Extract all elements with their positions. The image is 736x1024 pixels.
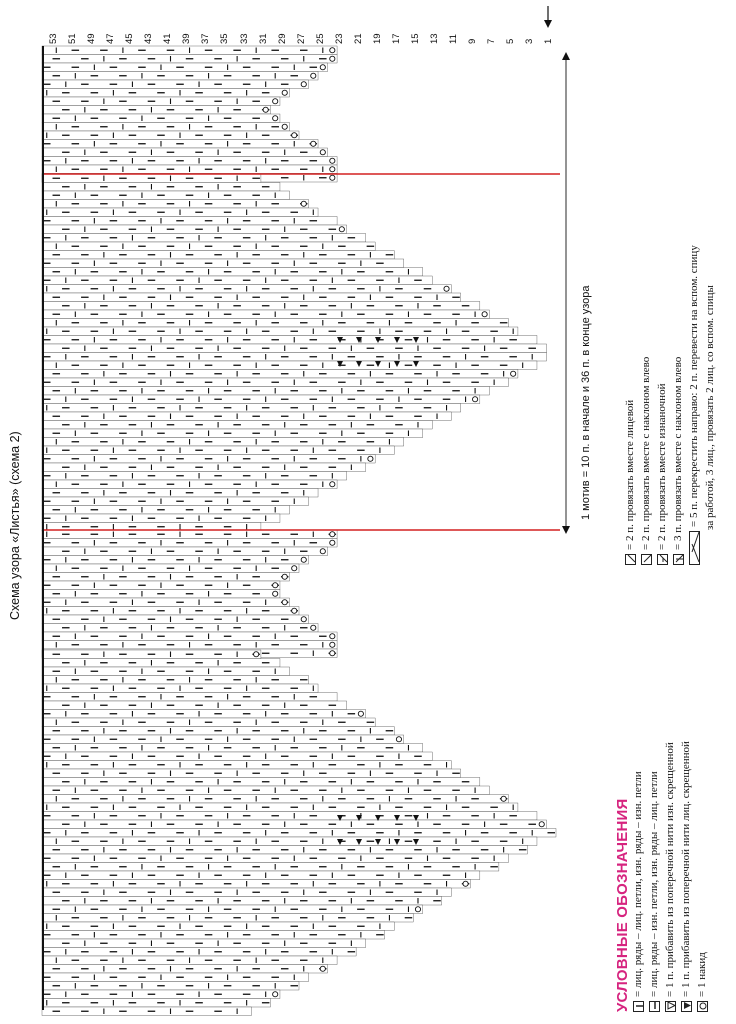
chart-stitch-band (42, 539, 337, 548)
chart-stitch-band (42, 710, 366, 719)
cable-icon (689, 531, 700, 565)
chart-stitch-band (42, 999, 270, 1008)
chart-stitch-band (42, 191, 289, 200)
increase-purl-icon (665, 1001, 676, 1012)
chart-yarn-over (358, 711, 363, 716)
chart-yarn-over (320, 966, 325, 971)
legend-item-sk2p: = 3 п. провязать вместе с наклоном влево (672, 357, 684, 565)
p2tog-icon (657, 554, 668, 565)
row-number-label: 11 (448, 34, 460, 44)
row-number-label: 9 (467, 38, 479, 44)
chart-yarn-over (311, 625, 316, 630)
chart-stitch-band (42, 659, 280, 668)
chart-yarn-over (263, 107, 268, 112)
chart-yarn-over (501, 796, 506, 801)
chart-yarn-over (330, 56, 335, 61)
motif-arrow-head (562, 52, 570, 60)
row-number-label: 49 (86, 33, 98, 44)
chart-border (42, 46, 44, 1010)
ssk-icon (641, 554, 652, 565)
row-number-label: 47 (105, 33, 117, 44)
legend-item-yarn-over: = 1 накид (696, 952, 708, 1012)
chart-yarn-over (330, 48, 335, 53)
chart-yarn-over (482, 312, 487, 317)
motif-arrow-head (562, 526, 570, 534)
row-number-label: 7 (486, 38, 498, 44)
chart-yarn-over (463, 881, 468, 886)
row-number-label: 31 (257, 33, 269, 44)
chart-stitch-band (42, 573, 289, 582)
legend-item-increase-purl: = 1 п. прибавить из поперечной нити изн. скрещенной (664, 742, 676, 1012)
chart-yarn-over (282, 574, 287, 579)
chart-stitch-band (42, 97, 280, 106)
chart-stitch-band (42, 131, 299, 140)
chart-stitch-band (42, 931, 385, 940)
chart-yarn-over (301, 557, 306, 562)
chart-yarn-over (301, 82, 306, 87)
row-number-label: 1 (543, 38, 555, 44)
chart-stitch-band (42, 429, 423, 438)
chart-yarn-over (292, 608, 297, 613)
row-number-label: 33 (238, 33, 250, 44)
chart-stitch-band (42, 387, 489, 396)
yarn-over-icon (697, 1001, 708, 1012)
chart-stitch-band (42, 310, 489, 319)
chart-title: Схема узора «Листья» (схема 2) (8, 431, 22, 620)
chart-yarn-over (273, 116, 278, 121)
legend-item-knit: = лиц. ряды – лиц. петли, изн. ряды – изн. петли (632, 771, 644, 1012)
motif-note: 1 мотив = 10 п. в начале и 36 п. в конце узора (580, 285, 592, 520)
chart-yarn-over (330, 532, 335, 537)
row-number-label: 3 (524, 38, 536, 44)
chart-stitch-band (42, 871, 480, 880)
chart-yarn-over (273, 99, 278, 104)
chart-stitch-band (42, 693, 337, 702)
row-number-label: 41 (162, 33, 174, 44)
chart-stitch-band (42, 344, 546, 353)
chart-stitch-band (42, 361, 537, 370)
chart-stitch-band (42, 786, 489, 795)
chart-yarn-over (330, 540, 335, 545)
knit-icon (633, 1001, 644, 1012)
chart-yarn-over (444, 286, 449, 291)
legend-item-p2tog: = 2 п. провязать вместе изнаночной (656, 384, 668, 565)
chart-stitch-band (42, 735, 404, 744)
chart-stitch-band (42, 676, 309, 685)
legend-item-increase-knit: = 1 п. прибавить из поперечной нити лиц. скрещенной (680, 741, 692, 1012)
chart-stitch-band (42, 217, 337, 226)
chart-stitch-band (42, 667, 289, 676)
row-number-label: 25 (314, 33, 326, 44)
chart-stitch-band (42, 837, 537, 846)
row-number-label: 15 (409, 33, 421, 44)
chart-stitch-band (42, 89, 289, 98)
chart-stitch-band (42, 72, 318, 81)
chart-stitch-band (42, 744, 423, 753)
row-number-label: 27 (295, 33, 307, 44)
row-number-label: 17 (390, 33, 402, 44)
chart-stitch-band (42, 829, 556, 838)
chart-stitch-band (42, 353, 546, 362)
legend-item-k2tog: = 2 п. провязать вместе лицевой (624, 400, 636, 565)
chart-stitch-band (42, 123, 289, 132)
chart-stitch-band (42, 778, 480, 787)
chart-stitch-band (42, 506, 289, 515)
chart-stitch-band (42, 880, 470, 889)
chart-stitch-band (42, 973, 309, 982)
chart-yarn-over (368, 456, 373, 461)
row-number-label: 43 (143, 33, 155, 44)
chart-stitch-band (42, 438, 404, 447)
chart-yarn-over (330, 167, 335, 172)
start-row-arrow-head (544, 20, 552, 28)
row-number-label: 45 (124, 33, 136, 44)
chart-stitch-band (42, 607, 299, 616)
chart-stitch-band (42, 497, 309, 506)
chart-yarn-over (292, 566, 297, 571)
chart-yarn-over (254, 652, 259, 657)
chart-yarn-over (311, 73, 316, 78)
chart-yarn-over (320, 549, 325, 554)
chart-stitch-band (42, 769, 461, 778)
chart-yarn-over (330, 642, 335, 647)
chart-stitch-band (42, 463, 366, 472)
chart-yarn-over (282, 90, 287, 95)
chart-stitch-band (42, 395, 480, 404)
chart-yarn-over (301, 617, 306, 622)
chart-yarn-over (330, 158, 335, 163)
chart-yarn-over (330, 175, 335, 180)
chart-stitch-band (42, 183, 280, 192)
chart-yarn-over (330, 482, 335, 487)
row-number-label: 53 (48, 33, 59, 44)
chart-stitch-band (42, 268, 423, 277)
chart-yarn-over (282, 600, 287, 605)
row-number-label: 21 (352, 33, 364, 44)
legend-item-cable: = 5 п. перекрестить направо: 2 п. перевести на вспом. спицу (688, 245, 700, 565)
chart-stitch-band (42, 234, 366, 243)
chart-yarn-over (320, 65, 325, 70)
increase-knit-icon (681, 1001, 692, 1012)
chart-yarn-over (301, 201, 306, 206)
legend-item-purl: = лиц. ряды – изн. петли, изн. ряды – лиц. петли (648, 771, 660, 1012)
chart-stitch-band (42, 63, 328, 72)
sk2p-icon (673, 554, 684, 565)
chart-stitch-band (42, 276, 432, 285)
chart-stitch-band (42, 939, 366, 948)
chart-stitch-band (42, 624, 318, 633)
chart-yarn-over (311, 141, 316, 146)
row-number-label: 19 (371, 33, 383, 44)
chart-stitch-band (42, 302, 480, 311)
chart-yarn-over (320, 150, 325, 155)
chart-stitch-band (42, 820, 546, 829)
chart-yarn-over (330, 651, 335, 656)
chart-yarn-over (539, 822, 544, 827)
chart-yarn-over (292, 133, 297, 138)
chart-stitch-band (42, 905, 423, 914)
row-number-label: 39 (181, 33, 193, 44)
purl-icon (649, 1001, 660, 1012)
chart-stitch-band (42, 752, 432, 761)
legend-heading: УСЛОВНЫЕ ОБОЗНАЧЕНИЯ (614, 798, 631, 1012)
chart-yarn-over (511, 371, 516, 376)
row-number-label: 29 (276, 33, 288, 44)
chart-yarn-over (273, 583, 278, 588)
chart-yarn-over (339, 227, 344, 232)
chart-yarn-over (415, 907, 420, 912)
chart-yarn-over (330, 634, 335, 639)
chart-yarn-over (273, 992, 278, 997)
chart-stitch-band (42, 259, 404, 268)
chart-yarn-over (273, 591, 278, 596)
chart-stitch-band (42, 293, 461, 302)
k2tog-icon (625, 554, 636, 565)
chart-stitch-band (42, 598, 289, 607)
row-number-label: 23 (333, 33, 345, 44)
chart-yarn-over (472, 397, 477, 402)
chart-yarn-over (282, 124, 287, 129)
row-number-label: 5 (505, 38, 517, 44)
row-number-label: 51 (67, 33, 79, 44)
chart-stitch-band (42, 370, 518, 379)
row-number-label: 35 (219, 33, 231, 44)
chart-stitch-band (42, 200, 309, 209)
legend-item-ssk: = 2 п. провязать вместе с наклоном влево (640, 357, 652, 565)
chart-yarn-over (396, 737, 401, 742)
row-number-label: 37 (200, 33, 212, 44)
chart-stitch-band (42, 982, 299, 991)
legend-item-cable-continued: за работой, 3 лиц., провязать 2 лиц. со вспом. спицы (704, 285, 716, 530)
chart-stitch-band (42, 914, 413, 923)
row-number-label: 13 (429, 33, 440, 44)
